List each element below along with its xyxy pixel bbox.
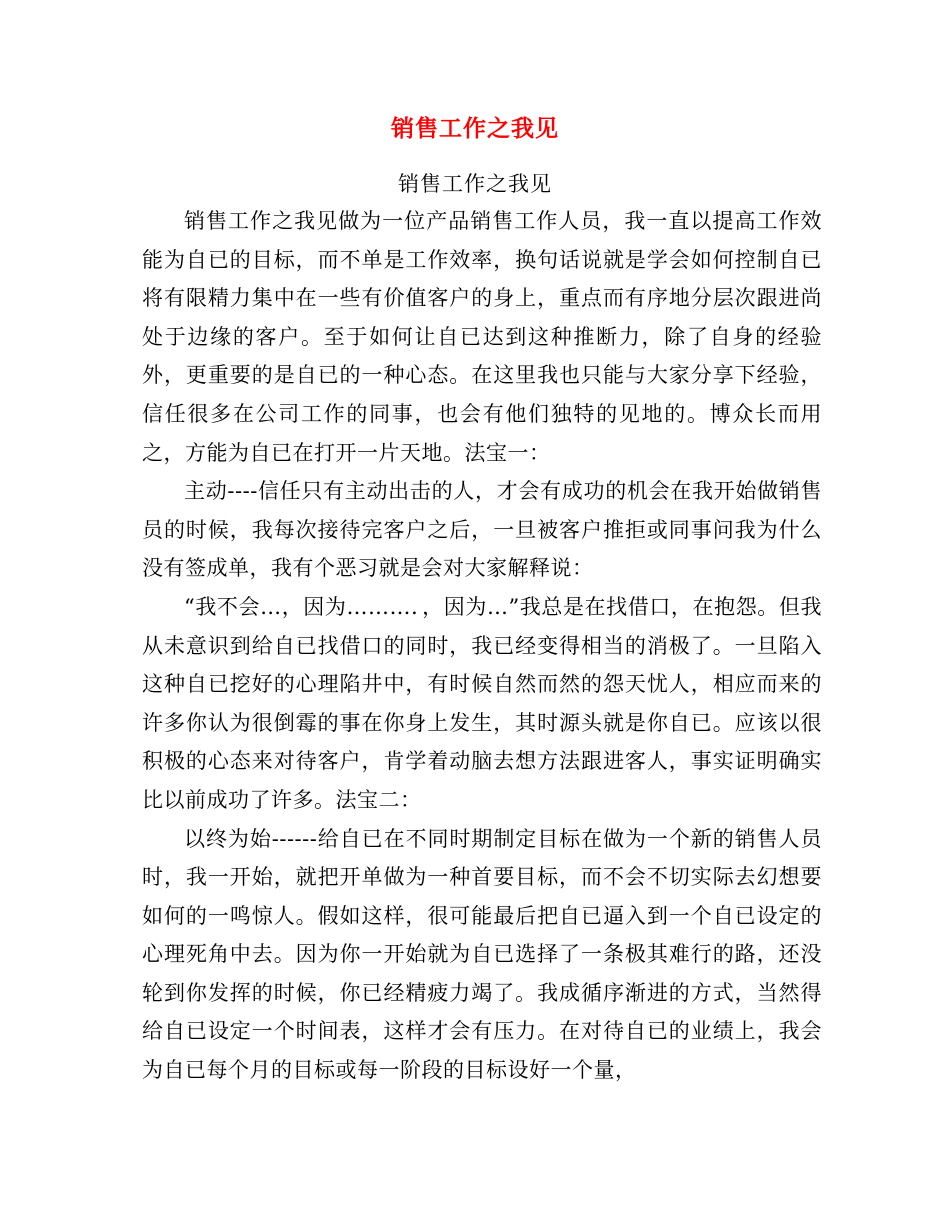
document-body bbox=[142, 202, 822, 1090]
document-subtitle: 销售工作之我见 bbox=[398, 172, 552, 196]
paragraph-method-one: 主动----信任只有主动出击的人，才会有成功的机会在我开始做销售员的时候，我每次接待完客户之后，一旦被客户推拒或同事问我为什么没有签成单，我有个恶习就是会对大家解释说： bbox=[142, 479, 822, 581]
document-title: 销售工作之我见 bbox=[391, 116, 559, 142]
paragraph-method-two: 以终为始------给自已在不同时期制定目标在做为一个新的销售人员时，我一开始，就把开单做为一种首要目标，而不会不切实际去幻想要如何的一鸣惊人。假如这样，很可能最后把自已逼入到一个自已设定的心理死角中去。因为你一开始就为自已选择了一条极其难行的路，还没轮到你发挥的时候，你已经精疲力竭了。我成循序渐进的方式，当然得给自已设定一个时间表，这样才会有压力。在对待自已的业绩上，我会为自已每个月的目标或每一阶段的目标设好一个量， bbox=[142, 826, 822, 1083]
paragraph-intro: 销售工作之我见做为一位产品销售工作人员，我一直以提高工作效能为自已的目标，而不单是工作效率，换句话说就是学会如何控制自已将有限精力集中在一些有价值客户的身上，重点而有序地分层次跟进尚处于边缘的客户。至于如何让自已达到这种推断力，除了自身的经验外，更重要的是自已的一种心态。在这里我也只能与大家分享下经验，信任很多在公司工作的同事，也会有他们独特的见地的。博众长而用之，方能为自已在打开一片天地。法宝一： bbox=[142, 209, 822, 465]
paragraph-excuses: “我不会…，因为………．，因为…”我总是在找借口，在抱怨。但我从未意识到给自已找借口的同时，我已经变得相当的消极了。一旦陷入这种自已挖好的心理陷井中，有时候自然而然的怨天忧人，相应而来的许多你认为很倒霉的事在你身上发生，其时源头就是你自已。应该以很积极的心态来对待客户，肯学着动脑去想方法跟进客人，事实证明确实比以前成功了许多。法宝二： bbox=[142, 594, 822, 812]
